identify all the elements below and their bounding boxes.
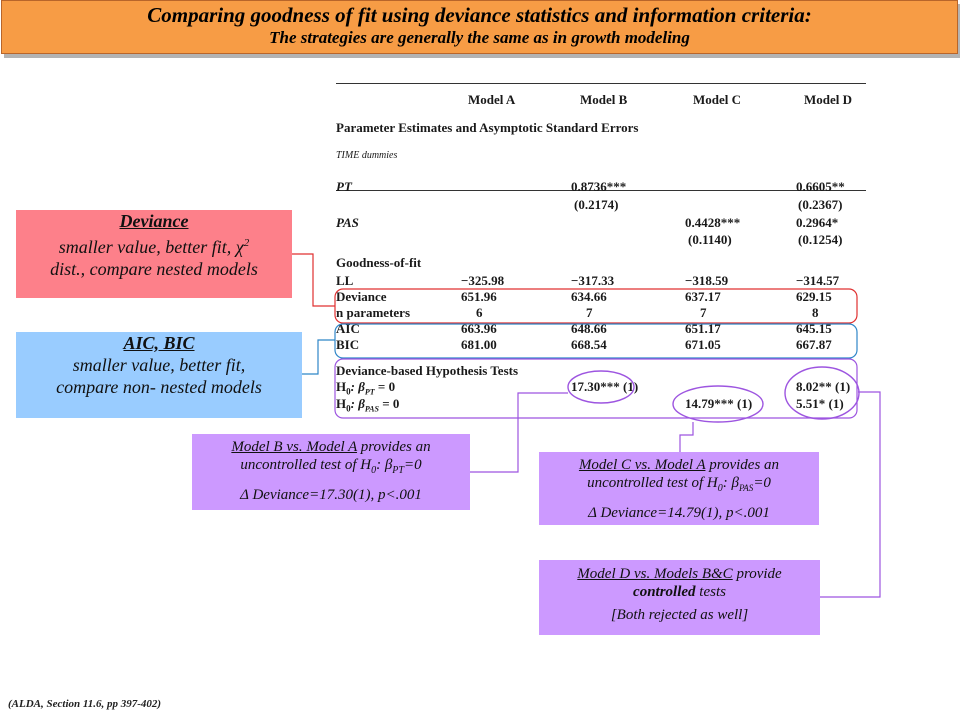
model-b-note bbox=[192, 434, 470, 510]
aic-bic-outline bbox=[335, 324, 857, 358]
model-d-note-line1: Model D vs. Models B&C provide bbox=[577, 566, 782, 582]
pt-label: PT bbox=[336, 179, 352, 194]
h0-pt-model-b-test: 17.30*** (1) bbox=[571, 379, 639, 394]
bic-model-c: 671.05 bbox=[685, 337, 721, 352]
aic-connector bbox=[302, 340, 335, 374]
section-goodness-of-fit: Goodness-of-fit bbox=[336, 255, 422, 270]
model-d-test-ellipse bbox=[785, 367, 859, 419]
pt-model-d-se: (0.2367) bbox=[798, 197, 843, 212]
nparams-model-a: 6 bbox=[476, 305, 483, 320]
aic-model-a: 663.96 bbox=[461, 321, 497, 336]
header-model-a: Model A bbox=[468, 92, 516, 107]
time-dummies-label: TIME dummies bbox=[336, 150, 398, 161]
model-c-note-line2: uncontrolled test of $H_0$: $\beta_{PAS}=0$ bbox=[587, 475, 771, 494]
header-model-d: Model D bbox=[804, 92, 853, 107]
model-b-note-line1: Model B vs. Model A provides an bbox=[231, 439, 431, 455]
ll-model-b: −317.33 bbox=[571, 273, 615, 288]
deviance-model-a: 651.96 bbox=[461, 289, 497, 304]
model-c-test-ellipse bbox=[673, 386, 763, 422]
aic-bic-callout-line1: smaller value, better fit, bbox=[72, 355, 246, 375]
aic-model-b: 648.66 bbox=[571, 321, 607, 336]
pt-model-d-estimate: 0.6605** bbox=[796, 179, 845, 194]
pt-model-b-se: (0.2174) bbox=[574, 197, 619, 212]
slide-subtitle: The strategies are generally the same as in growth modeling bbox=[269, 28, 690, 47]
h0-pas-model-d-test: 5.51* (1) bbox=[796, 396, 844, 411]
pas-model-d-estimate: 0.2964* bbox=[796, 215, 839, 230]
deviance-callout-line2: dist., compare nested models bbox=[50, 259, 258, 279]
slide-title: Comparing goodness of fit using deviance statistics and information criteria: bbox=[147, 3, 812, 27]
aic-model-d: 645.15 bbox=[796, 321, 832, 336]
model-c-note bbox=[539, 452, 819, 525]
model-c-connector bbox=[680, 422, 693, 452]
bic-model-d: 667.87 bbox=[796, 337, 832, 352]
aic-bic-callout-line2: compare non- nested models bbox=[56, 377, 262, 397]
nparams-model-d: 8 bbox=[812, 305, 819, 320]
aic-bic-callout-title: AIC, BIC bbox=[123, 333, 195, 353]
model-d-note bbox=[539, 560, 820, 635]
section-hypothesis-tests: Deviance-based Hypothesis Tests bbox=[336, 363, 519, 378]
pas-model-d-se: (0.1254) bbox=[798, 232, 843, 247]
ll-model-c: −318.59 bbox=[685, 273, 729, 288]
h0-pas-model-c-test: 14.79*** (1) bbox=[685, 396, 753, 411]
deviance-callout bbox=[16, 210, 292, 298]
pas-label: PAS bbox=[336, 215, 359, 230]
deviance-model-b: 634.66 bbox=[571, 289, 607, 304]
pt-model-b-estimate: 0.8736*** bbox=[571, 179, 627, 194]
deviance-outline bbox=[335, 289, 857, 323]
aic-label: AIC bbox=[336, 321, 360, 336]
h0-pas-label: $H_0$: $\beta_{PAS} = 0$ bbox=[336, 396, 400, 414]
model-b-note-line2: uncontrolled test of $H_0$: $\beta_{PT}=0$ bbox=[240, 457, 422, 476]
pas-model-c-se: (0.1140) bbox=[688, 232, 732, 247]
tests-outline bbox=[335, 359, 857, 418]
deviance-connector bbox=[292, 254, 335, 306]
pas-model-c-estimate: 0.4428*** bbox=[685, 215, 741, 230]
ll-label: LL bbox=[336, 273, 354, 288]
header-model-c: Model C bbox=[693, 92, 742, 107]
nparams-model-b: 7 bbox=[586, 305, 593, 320]
h0-pt-label: $H_0$: $\beta_{PT} = 0$ bbox=[336, 379, 396, 397]
bic-model-a: 681.00 bbox=[461, 337, 497, 352]
citation-footer: (ALDA, Section 11.6, pp 397-402) bbox=[8, 698, 162, 710]
aic-bic-callout bbox=[16, 332, 302, 418]
model-c-note-line1: Model C vs. Model A provides an bbox=[578, 457, 780, 473]
nparams-model-c: 7 bbox=[700, 305, 707, 320]
h0-pt-model-d-test: 8.02** (1) bbox=[796, 379, 851, 394]
aic-model-c: 651.17 bbox=[685, 321, 721, 336]
model-b-test-ellipse bbox=[568, 371, 634, 403]
header-model-b: Model B bbox=[580, 92, 628, 107]
model-b-note-line3: Δ Deviance=17.30(1), p<.001 bbox=[240, 487, 422, 503]
model-c-note-line3: Δ Deviance=14.79(1), p<.001 bbox=[588, 505, 770, 521]
ll-model-a: −325.98 bbox=[461, 273, 505, 288]
ll-model-d: −314.57 bbox=[796, 273, 840, 288]
section-estimates: Parameter Estimates and Asymptotic Standard Errors bbox=[336, 120, 639, 135]
nparams-label: n parameters bbox=[336, 305, 411, 320]
deviance-label: Deviance bbox=[336, 289, 387, 304]
model-d-note-line3: [Both rejected as well] bbox=[610, 607, 749, 623]
model-d-connector bbox=[820, 392, 880, 597]
deviance-callout-line1: smaller value, better fit, $\chi^2$ bbox=[58, 237, 250, 257]
bic-model-b: 668.54 bbox=[571, 337, 607, 352]
bic-label: BIC bbox=[336, 337, 360, 352]
deviance-model-d: 629.15 bbox=[796, 289, 832, 304]
deviance-callout-title: Deviance bbox=[119, 211, 189, 231]
model-d-note-line2: controlled tests bbox=[633, 584, 726, 600]
deviance-model-c: 637.17 bbox=[685, 289, 721, 304]
